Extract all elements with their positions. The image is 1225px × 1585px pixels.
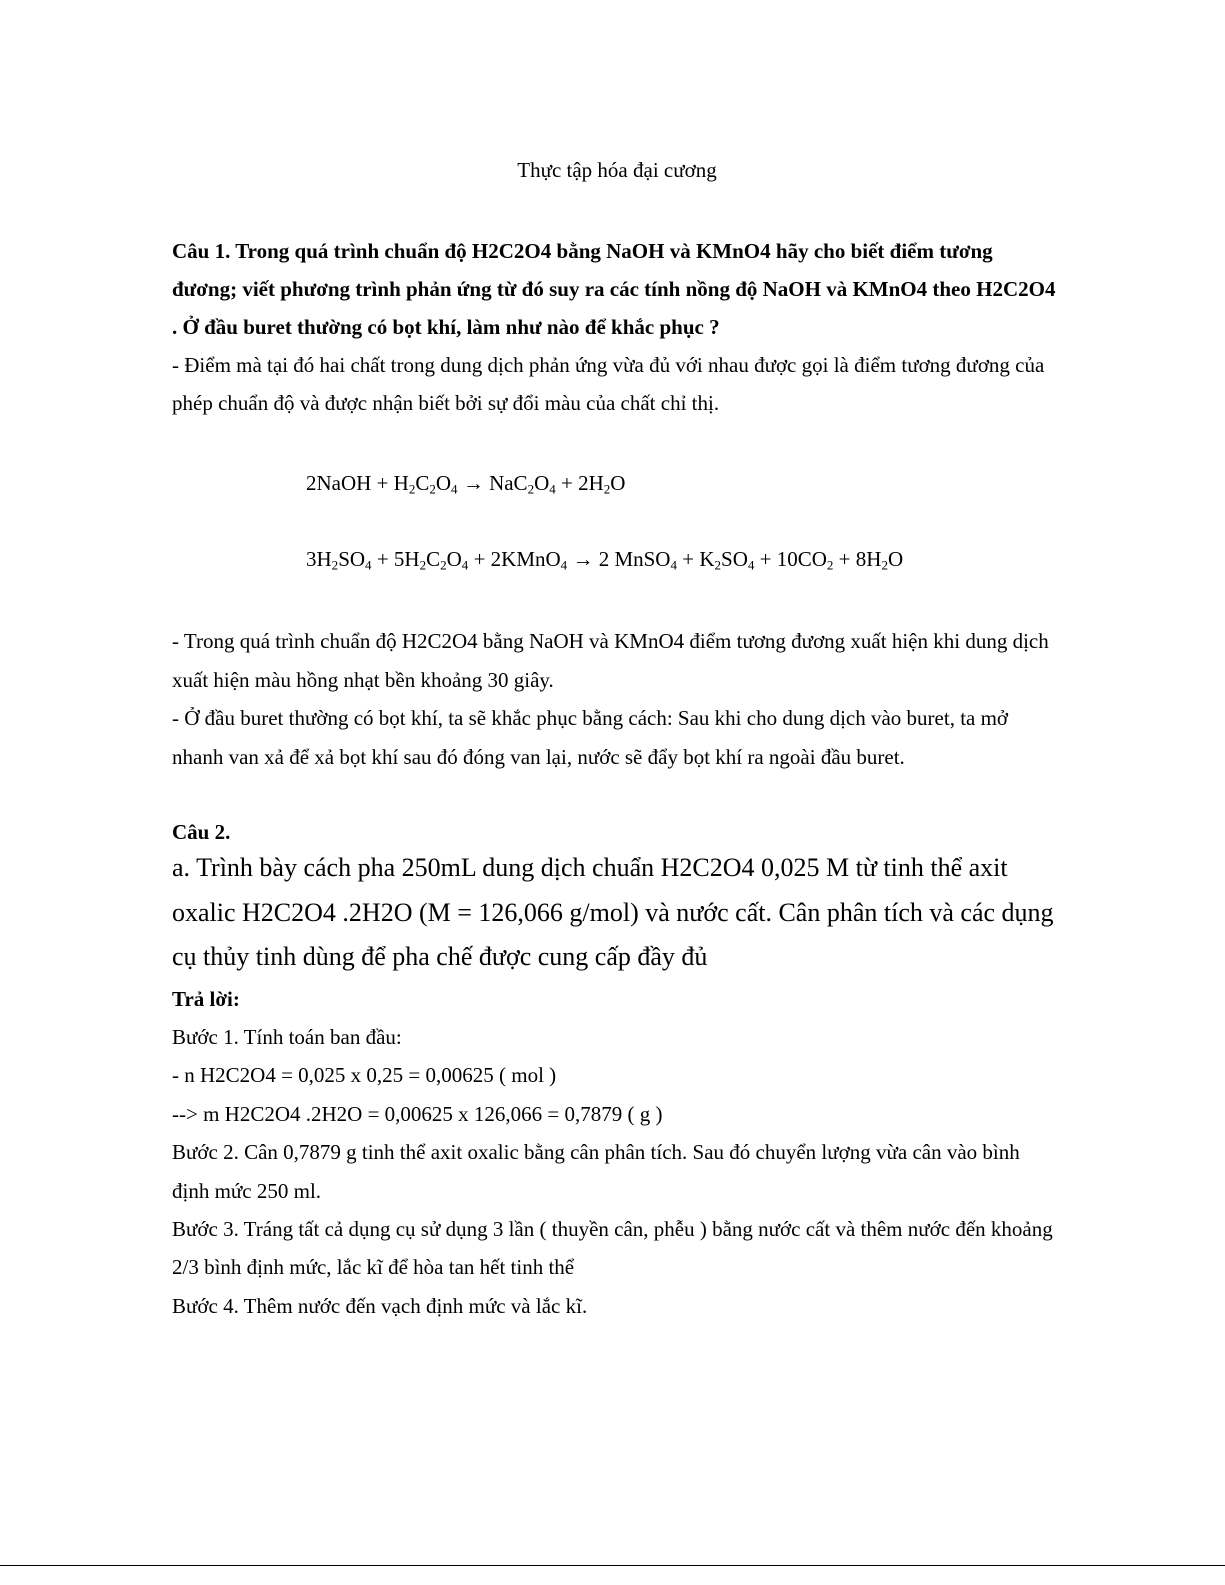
question-1-answer-continued: [172, 622, 1062, 776]
step-3: Bước 3. Tráng tất cả dụng cụ sử dụng 3 lần ( thuyền cân, phễu ) bằng nước cất và thêm nước đến khoảng 2/3 bình định mức, lắc kĩ để hòa tan hết tinh thể: [172, 1216, 1053, 1280]
equation-naoh-oxalic: 2NaOH + $H_2C_2O_4 \to NaC_2O_4 + 2H_2O$: [306, 471, 626, 497]
question-1-answer-1: - Điểm mà tại đó hai chất trong dung dịch phản ứng vừa đủ với nhau được gọi là điểm tương đương của phép chuẩn độ và được nhận biết bởi sự đổi màu của chất chỉ thị.: [172, 353, 1045, 415]
question-2-title: Câu 2.: [172, 820, 231, 844]
step-1: Bước 1. Tính toán ban đầu:: [172, 1024, 402, 1049]
question-2-text: a. Trình bày cách pha 250mL dung dịch chuẩn H2C2O4 0,025 M từ tinh thể axit oxalic H2C2O4 .2H2O (M = 126,066 g/mol) và nước cất. Cân phân tích và các dụng cụ thủy tinh dùng để pha chế được cung cấp đầy đủ: [172, 853, 1054, 971]
document-title: Thực tập hóa đại cương: [517, 158, 717, 182]
calc-2: --> m H2C2O4 .2H2O = 0,00625 x 126,066 = 0,7879 ( g ): [172, 1101, 663, 1126]
equation-kmno4-oxalic: $3H_2SO_4 + 5H_2C_2O_4$ + 2KMnO$_4$ → 2 MnSO$_4$ + $K_2SO_4 + 10CO_2 + 8H_2O$: [306, 547, 904, 573]
step-2: Bước 2. Cân 0,7879 g tinh thể axit oxalic bằng cân phân tích. Sau đó chuyển lượng vừa cân vào bình định mức 250 ml.: [172, 1140, 1020, 1203]
question-2-section: [172, 818, 1062, 1325]
page-bottom-rule: [0, 1565, 1225, 1566]
question-1-answer-2: - Trong quá trình chuẩn độ H2C2O4 bằng NaOH và KMnO4 điểm tương đương xuất hiện khi dung dịch xuất hiện màu hồng nhạt bền khoảng 30 giây.: [172, 629, 1049, 692]
question-1-section: [172, 232, 1062, 422]
question-1-answer-3: - Ở đầu buret thường có bọt khí, ta sẽ khắc phục bằng cách: Sau khi cho dung dịch vào buret, ta mở nhanh van xả để xả bọt khí sau đó đóng van lại, nước sẽ đẩy bọt khí ra ngoài đầu buret.: [172, 706, 1009, 769]
question-1-text: Câu 1. Trong quá trình chuẩn độ H2C2O4 bằng NaOH và KMnO4 hãy cho biết điểm tương đương; viết phương trình phản ứng từ đó suy ra các tính nồng độ NaOH và KMnO4 theo H2C2O4 . Ở đầu buret thường có bọt khí, làm như nào để khắc phục ?: [172, 239, 1056, 339]
calc-1: - n H2C2O4 = 0,025 x 0,25 = 0,00625 ( mol ): [172, 1063, 557, 1088]
question-2-answer: [172, 980, 1062, 1326]
step-4: Bước 4. Thêm nước đến vạch định mức và lắc kĩ.: [172, 1293, 588, 1318]
answer-label: Trả lời:: [172, 986, 240, 1011]
